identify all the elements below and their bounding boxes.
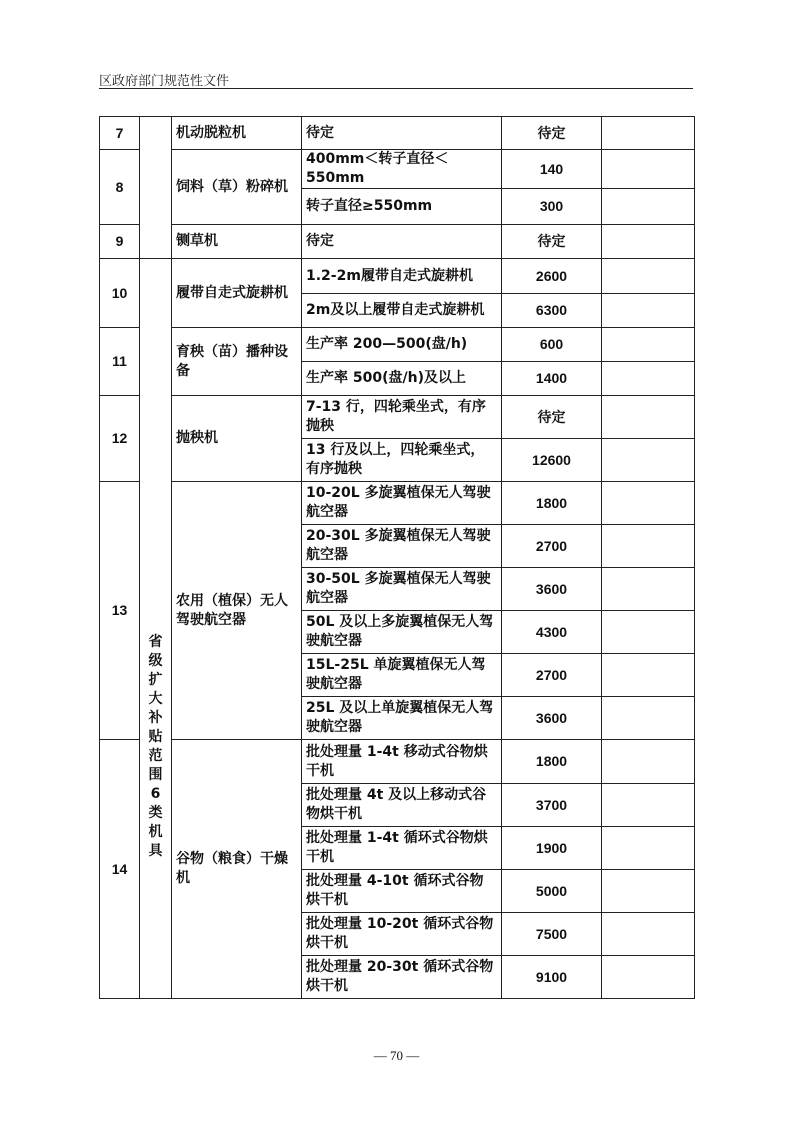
amount-cell: 待定: [502, 117, 602, 150]
amount-cell: 300: [502, 189, 602, 225]
note-cell: [602, 150, 695, 189]
amount-cell: 2700: [502, 654, 602, 697]
spec-cell: 待定: [302, 225, 502, 259]
amount-cell: 3600: [502, 568, 602, 611]
spec-cell: 50L 及以上多旋翼植保无人驾驶航空器: [302, 611, 502, 654]
amount-cell: 600: [502, 328, 602, 362]
note-cell: [602, 870, 695, 913]
amount-cell: 4300: [502, 611, 602, 654]
note-cell: [602, 117, 695, 150]
amount-cell: 3700: [502, 784, 602, 827]
machine-name: 机动脱粒机: [172, 117, 302, 150]
note-cell: [602, 294, 695, 328]
amount-cell: 6300: [502, 294, 602, 328]
amount-cell: 3600: [502, 697, 602, 740]
spec-cell: 10-20L 多旋翼植保无人驾驶航空器: [302, 482, 502, 525]
machine-name: 谷物（粮食）干燥机: [172, 740, 302, 999]
spec-cell: 生产率 200—500(盘/h): [302, 328, 502, 362]
spec-cell: 批处理量 20-30t 循环式谷物烘干机: [302, 956, 502, 999]
note-cell: [602, 362, 695, 396]
row-number: 7: [100, 117, 140, 150]
table-row: [100, 117, 695, 150]
row-number: 12: [100, 396, 140, 482]
table-row: [100, 482, 695, 525]
row-number: 13: [100, 482, 140, 740]
spec-cell: 生产率 500(盘/h)及以上: [302, 362, 502, 396]
subsidy-table: [99, 116, 695, 999]
page-header-title: 区政府部门规范性文件: [99, 74, 230, 89]
amount-cell: 12600: [502, 439, 602, 482]
machine-name: 饲料（草）粉碎机: [172, 150, 302, 225]
spec-cell: 1.2-2m履带自走式旋耕机: [302, 259, 502, 294]
note-cell: [602, 654, 695, 697]
note-cell: [602, 784, 695, 827]
category-label-text: 省级扩大补贴范围6类机具: [148, 633, 163, 859]
amount-cell: 1800: [502, 482, 602, 525]
table-row: [100, 259, 695, 294]
row-number: 11: [100, 328, 140, 396]
note-cell: [602, 189, 695, 225]
table-row: [100, 150, 695, 189]
note-cell: [602, 439, 695, 482]
amount-cell: 2600: [502, 259, 602, 294]
header-rule: [99, 88, 693, 89]
note-cell: [602, 611, 695, 654]
spec-cell: 15L-25L 单旋翼植保无人驾驶航空器: [302, 654, 502, 697]
amount-cell: 1900: [502, 827, 602, 870]
note-cell: [602, 225, 695, 259]
spec-cell: 400mm＜转子直径＜550mm: [302, 150, 502, 189]
table-row: [100, 396, 695, 439]
page-number: — 70 —: [373, 1048, 420, 1063]
table-row: [100, 740, 695, 784]
spec-cell: 30-50L 多旋翼植保无人驾驶航空器: [302, 568, 502, 611]
amount-cell: 7500: [502, 913, 602, 956]
note-cell: [602, 568, 695, 611]
spec-cell: 25L 及以上单旋翼植保无人驾驶航空器: [302, 697, 502, 740]
amount-cell: 2700: [502, 525, 602, 568]
note-cell: [602, 956, 695, 999]
note-cell: [602, 697, 695, 740]
table-row: [100, 328, 695, 362]
note-cell: [602, 396, 695, 439]
amount-cell: 待定: [502, 225, 602, 259]
row-number: 8: [100, 150, 140, 225]
note-cell: [602, 913, 695, 956]
note-cell: [602, 525, 695, 568]
spec-cell: 20-30L 多旋翼植保无人驾驶航空器: [302, 525, 502, 568]
amount-cell: 待定: [502, 396, 602, 439]
note-cell: [602, 328, 695, 362]
spec-cell: 批处理量 1-4t 移动式谷物烘干机: [302, 740, 502, 784]
spec-cell: 2m及以上履带自走式旋耕机: [302, 294, 502, 328]
note-cell: [602, 259, 695, 294]
amount-cell: 1800: [502, 740, 602, 784]
machine-name: 育秧（苗）播种设备: [172, 328, 302, 396]
table-row: [100, 225, 695, 259]
machine-name: 农用（植保）无人驾驶航空器: [172, 482, 302, 740]
machine-name: 履带自走式旋耕机: [172, 259, 302, 328]
category-label: [140, 259, 172, 999]
row-number: 9: [100, 225, 140, 259]
amount-cell: 5000: [502, 870, 602, 913]
spec-cell: 7-13 行，四轮乘坐式，有序抛秧: [302, 396, 502, 439]
amount-cell: 1400: [502, 362, 602, 396]
note-cell: [602, 482, 695, 525]
machine-name: 铡草机: [172, 225, 302, 259]
spec-cell: 转子直径≥550mm: [302, 189, 502, 225]
spec-cell: 批处理量 4t 及以上移动式谷物烘干机: [302, 784, 502, 827]
spec-cell: 批处理量 4-10t 循环式谷物烘干机: [302, 870, 502, 913]
category-cell-top: [140, 117, 172, 259]
spec-cell: 13 行及以上，四轮乘坐式，有序抛秧: [302, 439, 502, 482]
note-cell: [602, 740, 695, 784]
spec-cell: 待定: [302, 117, 502, 150]
amount-cell: 9100: [502, 956, 602, 999]
spec-cell: 批处理量 1-4t 循环式谷物烘干机: [302, 827, 502, 870]
note-cell: [602, 827, 695, 870]
spec-cell: 批处理量 10-20t 循环式谷物烘干机: [302, 913, 502, 956]
row-number: 10: [100, 259, 140, 328]
machine-name: 抛秧机: [172, 396, 302, 482]
row-number: 14: [100, 740, 140, 999]
amount-cell: 140: [502, 150, 602, 189]
